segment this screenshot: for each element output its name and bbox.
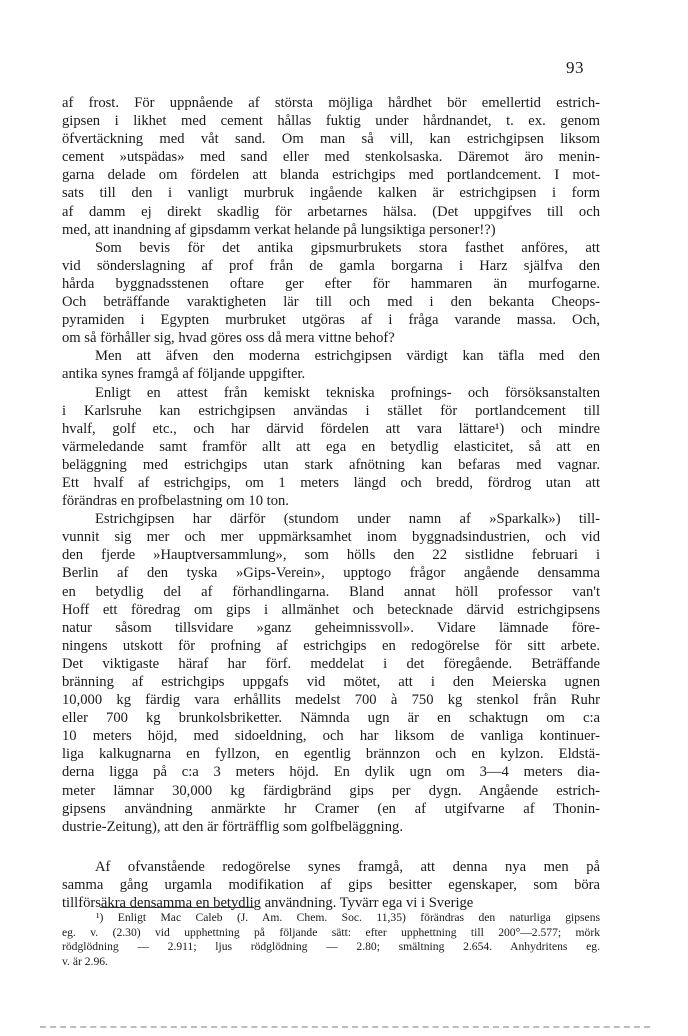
text-line: beläggning med estrichgips utan stark afnötning kan befaras med vagnar. [62, 456, 600, 473]
text-line: hvalf, golf etc., och har därvid fördelen att vara lättare¹) och mindre [62, 420, 600, 437]
text-line: förändras en profbelastning om 10 ton. [62, 493, 289, 510]
text-line: dustrie-Zeitung), att den är förträfflig som golfbeläggning. [62, 818, 403, 835]
text-line: 10 meters höjd, med sidoeldning, och har liksom de vanliga kontinuer- [62, 728, 600, 745]
footnote-divider [100, 907, 254, 908]
paragraph [62, 347, 600, 383]
page-bottom-edge [40, 1026, 650, 1028]
text-line: hårda byggnadsstenen oftare ger efter för hammaren än murfogarne. [62, 275, 600, 292]
text-line: i Karlsruhe kan estrichgipsen användas i stället för portlandcement till [62, 402, 600, 419]
footnote-line: ¹) Enligt Mac Caleb (J. Am. Chem. Soc. 11,35) förändras den naturliga gipsens [96, 911, 600, 924]
text-line: meter lämnar 30,000 kg färdigbränd gips per dygn. Angående estrich- [62, 782, 600, 799]
text-line: samma gång urgamla modifikation af gips besitter egenskaper, som böra [62, 876, 600, 893]
footnote-line: eg. v. (2.30) vid upphettning på följande sätt: efter upphettning till 200°—2.577; mörk [62, 925, 600, 939]
text-line: gipsen i likhet med cement hållas fuktig under hårdnandet, t. ex. genom [62, 113, 600, 130]
text-line: Ett hvalf af estrichgips, om 1 meters längd och bredd, fördrog utan att [62, 474, 600, 491]
text-line: pyramiden i Egypten murbruket utgöras af i fråga varande massa. Och, [62, 312, 600, 329]
text-line: derna ligga på c:a 3 meters höjd. En dylik ugn om 3—4 meters dia- [62, 764, 600, 781]
text-line: garna delade om fördelen att blanda estrichgips med portlandcement. I mot- [62, 167, 600, 184]
footnote-line: rödglödning — 2.911; ljus rödglödning — 2.80; smältning 2.654. Anhydritens eg. [62, 940, 600, 953]
text-line: värmeledande samt framför allt att ega en betydlig elasticitet, så att en [62, 438, 600, 455]
text-line: Estrichgipsen har därför (stundom under namn af »Sparkalk») till- [95, 511, 600, 528]
text-line: gipsens användning anmärkte hr Cramer (en af utgifvarne af Thonin- [62, 800, 600, 817]
text-line: med, att inandning af gipsdamm verkat helande på lungsiktiga personer!?) [62, 221, 496, 238]
text-line: Enligt en attest från kemiskt tekniska profnings- och försöksanstalten [95, 384, 600, 401]
text-line: af damm ej direkt skadlig för arbetarnes hälsa. (Det uppgifves till och [62, 203, 600, 220]
footnote [62, 911, 600, 969]
text-line: Berlin af den tyska »Gips-Verein», upptogo frågor angående densamma [62, 565, 600, 582]
text-line: en betydlig del af förhandlingarna. Bland annat höll professor van't [62, 583, 600, 600]
paragraph [62, 858, 600, 912]
text-line: vid sönderslagning af prof från de gamla borgarna i Harz själfva den [62, 257, 600, 274]
text-line: bränning af estrichgips uppgafs vid mötet, att i den Meierska ugnen [62, 674, 600, 690]
text-line: tillförsäkra densamma en betydlig användning. Tyvärr ega vi i Sverige [62, 895, 474, 912]
text-line: antika synes framgå af följande uppgifter. [62, 366, 306, 383]
body-text [62, 94, 600, 912]
text-line: Hoff ett föredrag om gips i allmänhet och betecknade därvid estrichgipsens [62, 601, 600, 618]
text-line: cement »utspädas» med sand eller med stenkolsaska. Däremot äro menin- [62, 149, 600, 166]
text-line: Det viktigaste häraf har förf. meddelat i det föregående. Beträffande [62, 655, 600, 672]
paragraph [62, 94, 600, 239]
paragraph [62, 510, 600, 836]
text-line: om så förhåller sig, hvad göres oss då mera vittne behof? [62, 330, 395, 347]
text-line: liga kalkugnarna en fyllzon, en egentlig brännzon och en kylzon. Eldstä- [62, 746, 600, 763]
text-line: Af ofvanstående redogörelse synes framgå, att denna nya men på [95, 858, 600, 875]
text-line: ningens utskott för profning af estrichgips en redogörelse för sitt arbete. [62, 637, 600, 654]
text-line: sats till den i vanligt murbruk ingående kalken är estrichgipsen i form [62, 185, 600, 202]
paragraph [62, 239, 600, 348]
text-line: vunnit sig mer och mer uppmärksamhet inom byggnadsindustrien, och vid [62, 529, 600, 546]
text-line: af frost. För uppnående af största möjliga hårdhet bör emellertid estrich- [62, 95, 600, 111]
page-number: 93 [566, 58, 584, 77]
text-line: den fjerde »Hauptversammlung», som hölls den 22 sistlidne februari i [62, 547, 600, 564]
text-line: Som bevis för det antika gipsmurbrukets stora fasthet anföres, att [95, 239, 600, 256]
text-line: öfvertäckning med våt sand. Om man så vill, kan estrichgipsen liksom [62, 131, 600, 148]
text-line: eller 700 kg brunkolsbriketter. Nämnda ugn är en schaktugn om c:a [62, 710, 600, 727]
text-line: Och beträffande varaktigheten lär till och med i den bekanta Cheops- [62, 294, 600, 311]
footnote-line: v. är 2.96. [62, 954, 108, 968]
text-line: Men att äfven den moderna estrichgipsen värdigt kan täfla med den [95, 348, 600, 365]
text-line: 10,000 kg färdig vara erhållits medelst 700 à 750 kg stenkol från Ruhr [62, 692, 600, 709]
section-gap [62, 836, 600, 858]
paragraph [62, 384, 600, 511]
text-line: natur såsom tillsvidare »ganz geheimnissvoll». Vidare lämnade före- [62, 619, 600, 636]
